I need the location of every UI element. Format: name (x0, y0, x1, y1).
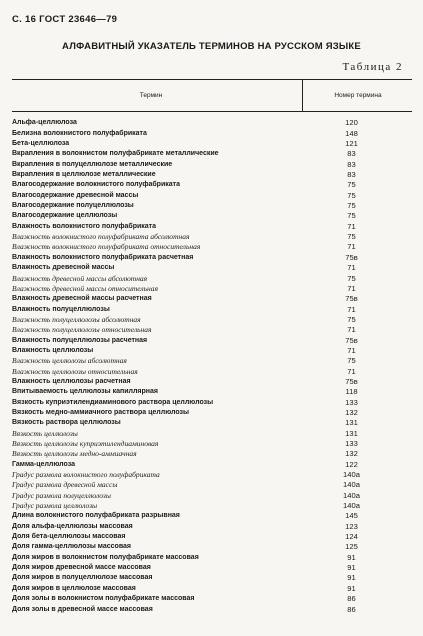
table-row (12, 159, 412, 169)
table-row (12, 459, 412, 469)
term-number-cell: 133 (345, 397, 358, 407)
table-top-rule (12, 79, 412, 80)
term-number-cell: 145 (345, 511, 358, 521)
table-row (12, 139, 412, 149)
term-number-cell: 75 (347, 232, 356, 242)
table-row (12, 470, 412, 480)
term-cell: Влажность полуцеллюлозы относительная (12, 325, 152, 335)
page-header: С. 16 ГОСТ 23646—79 (12, 14, 118, 25)
term-cell: Белизна волокнистого полуфабриката (12, 129, 147, 137)
term-cell: Вязкость целлюлозы куприэтилендиаминовая (12, 439, 159, 448)
table-label: Таблица 2 (342, 61, 403, 73)
table-row (12, 252, 412, 262)
term-number-cell: 123 (345, 521, 358, 531)
table-row (12, 366, 412, 376)
term-number-cell: 91 (347, 583, 356, 593)
term-number-cell: 75 (347, 273, 356, 283)
term-number-cell: 91 (347, 563, 356, 573)
table-row (12, 335, 412, 345)
term-cell: Градус размола полуцеллюлозы (12, 490, 111, 500)
term-number-cell: 71 (347, 221, 356, 231)
table-row (12, 263, 412, 273)
term-number-cell: 75 (347, 201, 356, 211)
term-index-table (12, 118, 412, 615)
term-number-cell: 83 (347, 159, 356, 169)
table-row (12, 242, 412, 252)
term-cell: Доля бета-целлюлозы массовая (12, 533, 126, 541)
term-number-cell: 91 (347, 573, 356, 583)
table-row (12, 521, 412, 531)
term-number-cell: 86 (347, 604, 356, 614)
table-row (12, 542, 412, 552)
term-cell: Влажность древесной массы расчетная (12, 295, 152, 303)
term-number-cell: 86 (347, 594, 356, 604)
term-number-cell: 83 (347, 149, 356, 159)
table-row (12, 501, 412, 511)
term-number-cell: 118 (345, 387, 358, 397)
term-cell: Влажность древесной массы относительная (12, 283, 159, 293)
term-number-cell: 75в (345, 335, 358, 345)
term-cell: Вязкость куприэтилендиаминового раствора целлюлозы (12, 398, 214, 406)
table-row (12, 284, 412, 294)
term-cell: Доля жиров в целлюлозе массовая (12, 584, 136, 592)
term-cell: Доля золы в древесной массе массовая (12, 605, 153, 613)
table-row (12, 273, 412, 283)
table-row (12, 180, 412, 190)
term-cell: Градус размола волокнистого полуфабриката (12, 470, 160, 480)
table-row (12, 397, 412, 407)
table-row (12, 552, 412, 562)
term-cell: Впитываемость целлюлозы капиллярная (12, 388, 158, 396)
table-row (12, 118, 412, 128)
term-cell: Вязкость раствора целлюлозы (12, 419, 121, 427)
table-row (12, 356, 412, 366)
term-cell: Вязкость целлюлозы медно-аммиачная (12, 449, 137, 459)
term-cell: Градус размола целлюлозы (12, 501, 98, 511)
term-cell: Влагосодержание целлюлозы (12, 212, 118, 220)
term-cell: Влажность целлюлозы абсолютная (12, 356, 127, 366)
term-cell: Влажность древесной массы (12, 264, 115, 272)
term-number-cell: 148 (345, 128, 358, 138)
term-cell: Вкрапления в волокнистом полуфабрикате металлические (12, 150, 219, 158)
term-number-cell: 71 (347, 325, 356, 335)
term-number-cell: 75в (345, 252, 358, 262)
term-number-cell: 71 (347, 242, 356, 252)
term-number-cell: 122 (345, 459, 358, 469)
term-number-cell: 75в (345, 294, 358, 304)
table-row (12, 232, 412, 242)
table-row (12, 377, 412, 387)
term-number-cell: 75в (345, 376, 358, 386)
term-cell: Влагосодержание полуцеллюлозы (12, 202, 134, 210)
term-cell: Влажность полуцеллюлозы абсолютная (12, 314, 141, 324)
table-row (12, 480, 412, 490)
term-cell: Гамма-целлюлоза (12, 460, 75, 468)
term-number-cell: 121 (345, 139, 358, 149)
term-cell: Вязкость целлюлозы (12, 428, 78, 438)
table-row (12, 490, 412, 500)
table-row (12, 439, 412, 449)
table-row (12, 387, 412, 397)
table-row (12, 573, 412, 583)
term-number-cell: 71 (347, 345, 356, 355)
term-cell: Влажность волокнистого полуфабриката расчетная (12, 253, 194, 261)
term-number-cell: 71 (347, 366, 356, 376)
table-row (12, 211, 412, 221)
table-row (12, 128, 412, 138)
table-row (12, 408, 412, 418)
table-row (12, 325, 412, 335)
term-number-cell: 132 (345, 449, 358, 459)
term-number-cell: 83 (347, 170, 356, 180)
term-cell: Влажность полуцеллюлозы расчетная (12, 336, 148, 344)
term-cell: Влажность древесной массы абсолютная (12, 273, 148, 283)
term-cell: Длина волокнистого полуфабриката разрывная (12, 512, 180, 520)
table-row (12, 315, 412, 325)
table-row (12, 532, 412, 542)
term-cell: Влажность целлюлозы расчетная (12, 377, 131, 385)
term-number-cell: 140а (343, 480, 360, 490)
table-row (12, 449, 412, 459)
table-row (12, 201, 412, 211)
index-title: АЛФАВИТНЫЙ УКАЗАТЕЛЬ ТЕРМИНОВ НА РУССКОМ ЯЗЫКЕ (62, 41, 361, 52)
term-number-cell: 140а (343, 470, 360, 480)
table-row (12, 418, 412, 428)
term-number-cell: 75 (347, 211, 356, 221)
term-cell: Влагосодержание волокнистого полуфабриката (12, 181, 180, 189)
term-number-cell: 75 (347, 190, 356, 200)
term-number-cell: 131 (345, 428, 358, 438)
column-header-number: Номер термина (334, 92, 382, 99)
table-row (12, 511, 412, 521)
term-cell: Влагосодержание древесной массы (12, 191, 139, 199)
term-number-cell: 140а (343, 501, 360, 511)
term-number-cell: 133 (345, 439, 358, 448)
term-cell: Доля альфа-целлюлозы массовая (12, 522, 133, 530)
term-number-cell: 71 (347, 283, 356, 293)
term-number-cell: 124 (345, 532, 358, 542)
term-cell: Альфа-целлюлоза (12, 119, 77, 127)
term-number-cell: 71 (347, 263, 356, 273)
column-header-term: Термин (139, 92, 163, 99)
table-row (12, 190, 412, 200)
term-cell: Вкрапления в полуцеллюлозе металлические (12, 160, 173, 168)
term-cell: Влажность целлюлозы относительная (12, 366, 138, 376)
term-cell: Влажность волокнистого полуфабриката абсолютная (12, 232, 190, 242)
table-row (12, 428, 412, 438)
term-cell: Бета-целлюлоза (12, 140, 70, 148)
term-cell: Влажность волокнистого полуфабриката (12, 222, 156, 230)
term-cell: Градус размола древесной массы (12, 480, 118, 490)
table-row (12, 170, 412, 180)
table-row (12, 563, 412, 573)
term-cell: Доля золы в волокнистом полуфабрикате массовая (12, 595, 195, 603)
term-number-cell: 120 (345, 118, 358, 128)
table-row (12, 346, 412, 356)
term-number-cell: 132 (345, 407, 358, 417)
table-row (12, 594, 412, 604)
table-row (12, 304, 412, 314)
term-number-cell: 125 (345, 542, 358, 552)
term-cell: Доля гамма-целлюлозы массовая (12, 543, 132, 551)
table-row (12, 221, 412, 231)
term-number-cell: 71 (347, 304, 356, 314)
term-number-cell: 75 (347, 180, 356, 190)
term-number-cell: 91 (347, 552, 356, 562)
term-cell: Вязкость медно-аммиачного раствора целлюлозы (12, 408, 189, 416)
table-row (12, 583, 412, 593)
term-number-cell: 75 (347, 314, 356, 324)
term-cell: Влажность полуцеллюлозы (12, 305, 110, 313)
term-cell: Влажность волокнистого полуфабриката относительная (12, 242, 201, 252)
term-number-cell: 140а (343, 490, 360, 500)
term-cell: Вкрапления в целлюлозе металлические (12, 171, 156, 179)
table-row (12, 294, 412, 304)
term-cell: Доля жиров в волокнистом полуфабрикате массовая (12, 553, 199, 561)
term-number-cell: 131 (345, 418, 358, 428)
table-header-rule (12, 111, 412, 112)
table-row (12, 149, 412, 159)
term-cell: Доля жиров в полуцеллюлозе массовая (12, 574, 153, 582)
term-cell: Доля жиров древесной массе массовая (12, 564, 151, 572)
term-number-cell: 75 (347, 356, 356, 366)
table-row (12, 604, 412, 614)
term-cell: Влажность целлюлозы (12, 346, 94, 354)
